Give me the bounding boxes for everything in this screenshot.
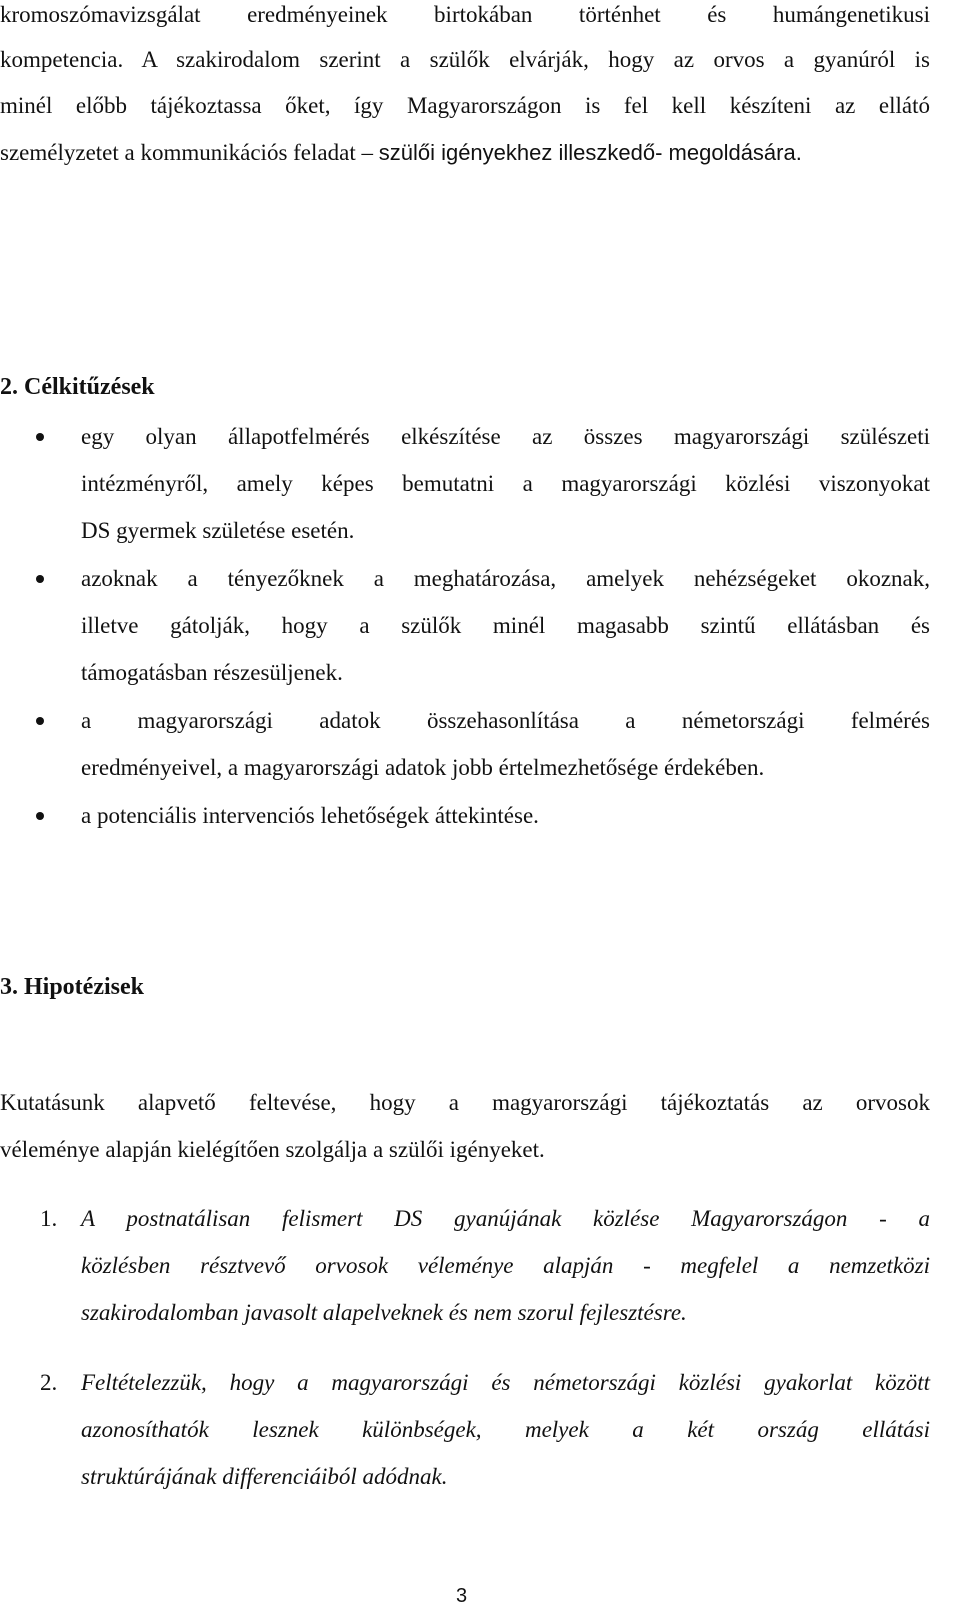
objective-line: a magyarországi adatok összehasonlítása a németországi felmérés (81, 708, 930, 733)
hypothesis-line: struktúrájának differenciáiból adódnak. (81, 1464, 448, 1489)
intro-text-sans: szülői igényekhez illeszkedő- megoldására. (378, 140, 802, 165)
intro-line: minél előbb tájékoztassa őket, így Magyarországon is fel kell készíteni az ellátó (0, 93, 930, 118)
objective-line: támogatásban részesüljenek. (81, 660, 343, 685)
bullet-icon (36, 717, 44, 725)
objective-line: egy olyan állapotfelmérés elkészítése az összes magyarországi szülészeti (81, 424, 930, 449)
hypothesis-line: szakirodalomban javasolt alapelveknek és nem szorul fejlesztésre. (81, 1300, 687, 1325)
page-number: 3 (456, 1585, 468, 1607)
objective-line: DS gyermek születése esetén. (81, 518, 355, 543)
bullet-icon (36, 575, 44, 583)
hypotheses-heading: 3. Hipotézisek (0, 974, 144, 1000)
hypothesis-number: 1. (40, 1206, 58, 1231)
intro-text-serif: személyzetet a kommunikációs feladat – (0, 140, 373, 165)
objective-line: intézményről, amely képes bemutatni a magyarországi közlési viszonyokat (81, 471, 930, 496)
intro-line: kompetencia. A szakirodalom szerint a szülők elvárják, hogy az orvos a gyanúról is (0, 47, 930, 72)
objective-line: illetve gátolják, hogy a szülők minél magasabb szintű ellátásban és (81, 613, 930, 638)
hypothesis-line: A postnatálisan felismert DS gyanújának közlése Magyarországon - a (81, 1206, 930, 1231)
intro-line: kromoszómavizsgálat eredményeinek birtokában történhet és humángenetikusi (0, 2, 930, 27)
hypothesis-line: Feltételezzük, hogy a magyarországi és németországi közlési gyakorlat között (81, 1370, 930, 1395)
hypotheses-intro-line: véleménye alapján kielégítően szolgálja a szülői igényeket. (0, 1137, 545, 1162)
bullet-icon (36, 433, 44, 441)
hypothesis-number: 2. (40, 1370, 58, 1395)
objectives-heading: 2. Célkitűzések (0, 374, 155, 400)
intro-line-last (0, 138, 802, 168)
hypothesis-line: közlésben résztvevő orvosok véleménye alapján - megfelel a nemzetközi (81, 1253, 930, 1278)
objective-line: a potenciális intervenciós lehetőségek áttekintése. (81, 803, 539, 828)
objective-line: azoknak a tényezőknek a meghatározása, amelyek nehézségeket okoznak, (81, 566, 930, 591)
hypothesis-line: azonosíthatók lesznek különbségek, melyek a két ország ellátási (81, 1417, 930, 1442)
objective-line: eredményeivel, a magyarországi adatok jobb értelmezhetősége érdekében. (81, 755, 765, 780)
bullet-icon (36, 812, 44, 820)
hypotheses-intro-line: Kutatásunk alapvető feltevése, hogy a magyarországi tájékoztatás az orvosok (0, 1090, 930, 1115)
